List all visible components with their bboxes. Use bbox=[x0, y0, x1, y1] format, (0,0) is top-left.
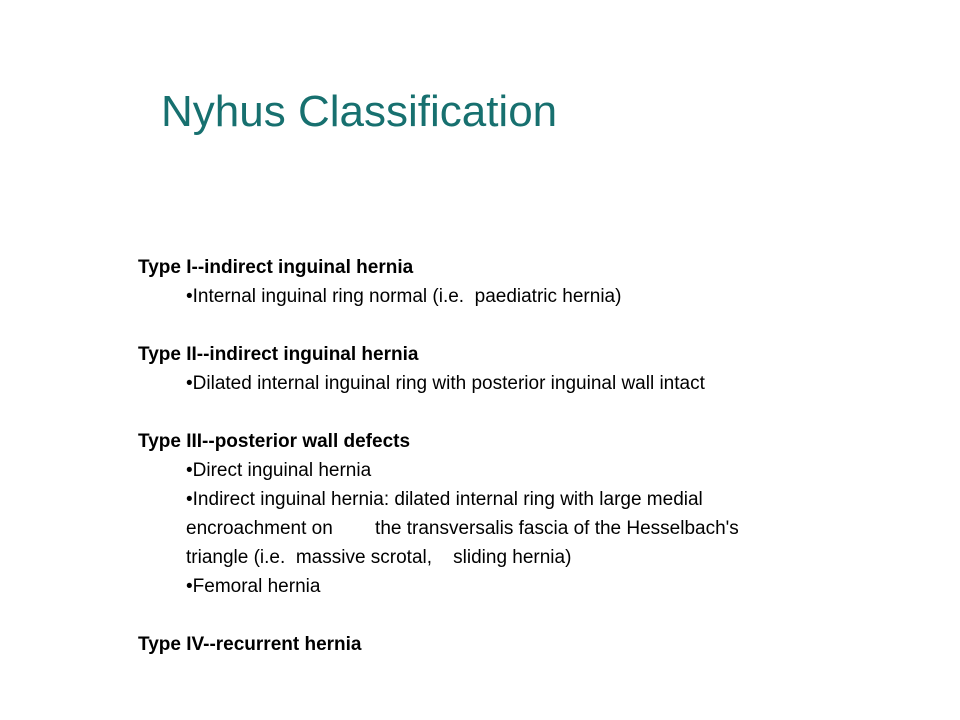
bullet-continuation: encroachment on the transversalis fascia of the Hesselbach's bbox=[186, 518, 739, 539]
bullet-item: •Internal inguinal ring normal (i.e. paediatric hernia) bbox=[186, 286, 622, 307]
section-heading-type-iii: Type III--posterior wall defects bbox=[138, 431, 411, 452]
slide-title: Nyhus Classification bbox=[161, 87, 558, 136]
slide-body bbox=[138, 253, 918, 659]
section-heading-type-i: Type I--indirect inguinal hernia bbox=[138, 257, 414, 278]
bullet-item: •Direct inguinal hernia bbox=[186, 460, 372, 481]
section-heading-type-ii: Type II--indirect inguinal hernia bbox=[138, 344, 419, 365]
bullet-item: •Indirect inguinal hernia: dilated internal ring with large medial bbox=[186, 489, 703, 510]
spacer bbox=[138, 601, 918, 630]
spacer bbox=[138, 398, 918, 427]
bullet-item: •Dilated internal inguinal ring with posterior inguinal wall intact bbox=[186, 373, 705, 394]
bullet-continuation: triangle (i.e. massive scrotal, sliding hernia) bbox=[186, 547, 572, 568]
section-heading-type-iv: Type IV--recurrent hernia bbox=[138, 634, 362, 655]
spacer bbox=[138, 311, 918, 340]
bullet-item: •Femoral hernia bbox=[186, 576, 321, 597]
